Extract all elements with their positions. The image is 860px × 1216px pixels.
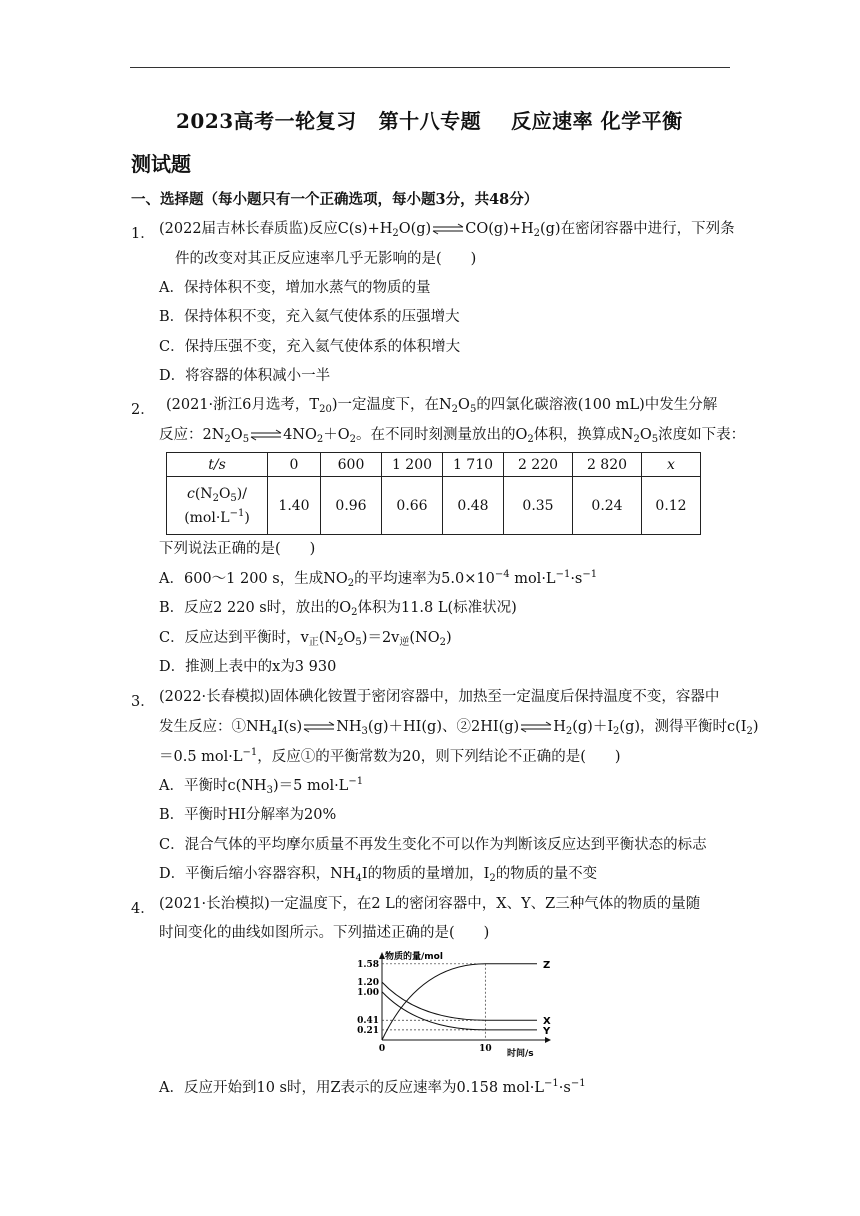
x-axis-label: 时间/s — [507, 1049, 534, 1059]
table-row — [167, 453, 701, 477]
title-part-2: 第十八专题 — [378, 109, 482, 133]
table-cell: 0.48 — [443, 477, 504, 535]
q4-stem-line1: (2021·长治模拟)一定温度下，在2 L的密闭容器中，X、Y、Z三种气体的物质的量随 — [159, 896, 701, 912]
series-line-x — [382, 982, 537, 1020]
q2-stem-line2: 反应：$2N_2O_5$ $4NO_2+O_2$。在不同时刻测量放出的$O_2$体积，换算成$N_2O_5$浓度如下表： — [159, 427, 746, 445]
x-tick-label: 10 — [479, 1044, 492, 1054]
y-tick-label: 0.41 — [357, 1016, 379, 1027]
y-tick-label: 1.20 — [357, 978, 379, 989]
y-tick-label: 1.58 — [357, 959, 379, 970]
equilibrium-arrow-icon — [249, 429, 283, 441]
x-tick-label: 0 — [378, 1044, 386, 1054]
table-cell: 0.35 — [504, 477, 573, 535]
equilibrium-arrow-icon — [431, 223, 465, 235]
q1-option-a: A．保持体积不变，增加水蒸气的物质的量 — [159, 280, 431, 296]
table-cell: 600 — [321, 453, 382, 477]
table-row — [167, 477, 701, 535]
q2-option-c: C．反应达到平衡时，$v_正(N_2O_5)=2v_逆(NO_2)$ — [159, 630, 452, 648]
title-part-3: 反应速率 化学平衡 — [511, 109, 683, 133]
x-axis-arrow-icon — [545, 1037, 551, 1043]
page-title-line2: 测试题 — [131, 152, 191, 176]
y-tick-label: 1.00 — [357, 987, 379, 998]
q3-option-a: A．平衡时$c(NH_3)=5$ $mol\cdot L^{-1}$ — [159, 776, 364, 796]
q3-stem-line3: ＝0.5 $mol\cdot L^{-1}$，反应①的平衡常数为20，则下列结论不正确的是( ) — [159, 747, 621, 765]
q1-option-d: D．将容器的体积减小一半 — [159, 368, 331, 384]
table-cell: 2 820 — [573, 453, 642, 477]
q3-number: 3． — [131, 694, 155, 710]
page-title — [176, 105, 683, 134]
q1-stem-line1: (2022届吉林长春质监)反应$C(s)+H_2O(g)$ $CO(g)+H_2(g)$在密闭容器中进行，下列条 — [159, 221, 735, 239]
q3-option-b: B．平衡时HI分解率为20% — [159, 807, 337, 823]
table-cell: 1.40 — [268, 477, 321, 535]
q3-option-d: D．平衡后缩小容器容积，$NH_4I$的物质的量增加，$I_2$的物质的量不变 — [159, 866, 598, 884]
q2-stem-line1: (2021·浙江6月选考，$T_{20}$)一定温度下，在$N_2O_5$的四氯化碳溶液(100 mL)中发生分解 — [166, 397, 718, 415]
table-cell: 0.24 — [573, 477, 642, 535]
q4-stem-line2: 时间变化的曲线如图所示。下列描述正确的是( ) — [159, 925, 490, 941]
q2-option-d: D．推测上表中的x为3 930 — [159, 659, 337, 675]
table-cell: 2 220 — [504, 453, 573, 477]
table-cell: 0.66 — [382, 477, 443, 535]
q1-option-b: B．保持体积不变，充入氦气使体系的压强增大 — [159, 309, 460, 325]
series-line-y — [382, 992, 537, 1030]
mole-time-chart — [345, 950, 555, 1068]
q3-option-c: C．混合气体的平均摩尔质量不再发生变化不可以作为判断该反应达到平衡状态的标志 — [159, 837, 707, 853]
q2-option-a: A．600～1 200 s，生成$NO_2$的平均速率为$5.0\times 10^{-4}$ $mol\cdot L^{-1}\cdot s^{-1}$ — [159, 569, 598, 589]
q4-option-a: A．反应开始到10 s时，用Z表示的反应速率为0.158 $mol\cdot L^{-1}\cdot s^{-1}$ — [159, 1078, 586, 1096]
q2-option-b: B．反应2 220 s时，放出的$O_2$体积为11.8 L(标准状况) — [159, 600, 517, 618]
q1-stem-line2: 件的改变对其正反应速率几乎无影响的是( ) — [175, 251, 477, 267]
table-cell: 1 200 — [382, 453, 443, 477]
table-cell: 0.96 — [321, 477, 382, 535]
header-rule — [130, 67, 730, 68]
series-label-y: Y — [543, 1025, 551, 1037]
concentration-table — [166, 452, 701, 535]
table-cell: 0.12 — [642, 477, 701, 535]
series-label-z: Z — [543, 959, 551, 971]
q2-stem-question: 下列说法正确的是( ) — [159, 541, 316, 557]
equilibrium-arrow-icon — [302, 721, 336, 733]
q3-stem-line2: 发生反应：$①NH_4I(s)$ $NH_3(g)+HI(g)$、②2HI(g) $H_2(g)+I_2(g)$，测得平衡时$c(I_2)$ — [159, 719, 759, 737]
q3-stem-line1: (2022·长春模拟)固体碘化铵置于密闭容器中，加热至一定温度后保持温度不变，容器中 — [159, 689, 720, 705]
table-header-c: $c(N_2O_5)/$ $(mol\cdot L^{-1})$ — [167, 477, 268, 535]
table-header-t: t/s — [167, 453, 268, 477]
section-heading: 一、选择题（每小题只有一个正确选项，每小题3分，共48分） — [131, 191, 539, 208]
q1-option-c: C．保持压强不变，充入氦气使体系的体积增大 — [159, 339, 461, 355]
table-cell: 0 — [268, 453, 321, 477]
table-cell: x — [642, 453, 701, 477]
table-cell: 1 710 — [443, 453, 504, 477]
q2-number: 2． — [131, 402, 155, 418]
y-axis-label: 物质的量/mol — [385, 952, 443, 962]
title-part-1: 2023高考一轮复习 — [176, 109, 357, 133]
series-label-x: X — [543, 1016, 551, 1028]
q1-number: 1． — [131, 226, 155, 242]
q4-number: 4． — [131, 901, 155, 917]
equilibrium-arrow-icon — [519, 721, 553, 733]
y-tick-label: 0.21 — [357, 1025, 379, 1036]
